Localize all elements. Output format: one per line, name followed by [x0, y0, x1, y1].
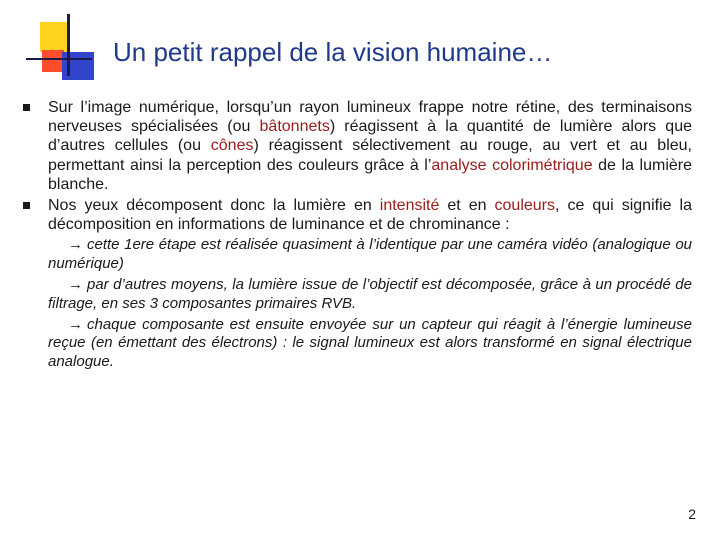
bullet-square-icon	[23, 202, 30, 209]
bullet-square-icon	[23, 104, 30, 111]
bullet-item-1	[20, 98, 692, 194]
bullet-1-text-d: de la lumière blanche.	[48, 156, 693, 193]
bullet-2-text-a: Nos yeux décomposent donc la lumière en	[48, 197, 380, 215]
slide-title: Un petit rappel de la vision humaine…	[113, 37, 553, 67]
term-analyse-colorimetrique: analyse colorimétrique	[431, 156, 593, 174]
bullet-1-text-c: ) réagissent sélectivement au rouge, au vert et au bleu, permettant ainsi la perception des couleurs grâce à l’	[48, 137, 692, 174]
bullet-2-text-c: , ce qui signifie la décomposition en informations de luminance et de chrominance :	[48, 197, 692, 234]
step-1-text: cette 1ere étape est réalisée quasiment à l’identique par une caméra vidéo (analogique ou numérique)	[48, 236, 692, 273]
bullet-item-2	[20, 196, 692, 234]
step-1	[48, 236, 692, 274]
term-batonnets: bâtonnets	[259, 118, 330, 136]
bullet-1-text-a: Sur l’image numérique, lorsqu’un rayon lumineux frappe notre rétine, des terminaisons nerveuses spécialisées (ou	[48, 99, 692, 136]
term-intensite: intensité	[379, 197, 440, 215]
bullet-1-text-b: ) réagissent à la quantité de lumière alors que d’autres cellules (ou	[48, 118, 693, 155]
bullet-2-text-b: et en	[439, 197, 495, 215]
arrow-right-icon: →	[68, 236, 83, 254]
term-cones: cônes	[210, 137, 254, 155]
step-3	[48, 316, 692, 372]
term-couleurs: couleurs	[494, 197, 556, 215]
title-area	[0, 0, 720, 80]
step-3-text: chaque composante est ensuite envoyée sur un capteur qui réagit à l’énergie lumineuse reçue (en émettant des électrons) : le signal lumineux est alors transformé en signal électrique analogue.	[48, 315, 692, 371]
arrow-right-icon: →	[68, 315, 83, 333]
step-2	[48, 276, 692, 314]
step-2-text: par d’autres moyens, la lumière issue de l’objectif est décomposée, grâce à un procédé de filtrage, en ses 3 composantes primaires RVB.	[48, 276, 692, 312]
page-number: 2	[688, 506, 696, 522]
arrow-right-icon: →	[68, 276, 83, 294]
slide-body	[20, 98, 692, 372]
